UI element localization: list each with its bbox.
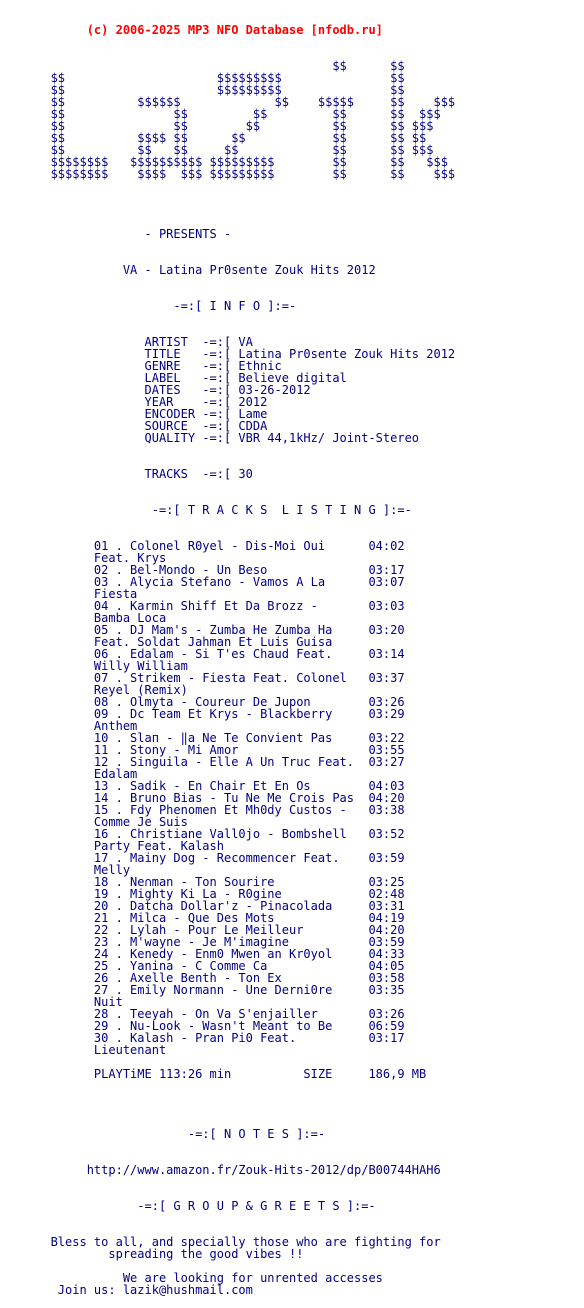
nfo-line: Lieutenant <box>0 1043 167 1057</box>
nfo-line <box>0 516 584 528</box>
nfo-line: 04 . Karmin Shiff Et Da Brozz - 03:03 <box>0 599 405 613</box>
nfo-line: $$ $$ $$ $$ $$ $$$ <box>0 107 441 121</box>
nfo-line: YEAR -=:[ 2012 <box>0 395 268 409</box>
nfo-line: $$ $$$$$$$$$ $$ <box>0 83 405 97</box>
nfo-line: $$ $$ <box>0 59 405 73</box>
nfo-line: $$ $$$$$$$$$ $$ <box>0 71 405 85</box>
nfo-line: 10 . Slaп - ‖a Ne Te Convient Pas 03:22 <box>0 731 405 745</box>
nfo-line: 05 . DJ Mam's - Zumba He Zumba Ha 03:20 <box>0 623 405 637</box>
nfo-line: ENCODER -=:[ Lame <box>0 407 268 421</box>
nfo-line <box>0 312 584 324</box>
nfo-line: LABEL -=:[ Believe digital <box>0 371 347 385</box>
nfo-line: SOURCE -=:[ CDDA <box>0 419 268 433</box>
nfo-line: DATES -=:[ 03-26-2012 <box>0 383 311 397</box>
copyright-header: (c) 2006-2025 MP3 NFO Database [nfodb.ru] <box>0 23 383 37</box>
nfo-line: 26 . Axelle Benth - Ton Ex 03:58 <box>0 971 405 985</box>
nfo-line: 18 . Ne∩man - Ton Sourire 03:25 <box>0 875 405 889</box>
nfo-line: $$$$$$$$ $$$$$$$$$$ $$$$$$$$$ $$ $$ $$$ <box>0 155 448 169</box>
nfo-line: -=:[ T R A C K S L I S T I N G ]:=- <box>0 503 412 517</box>
nfo-line <box>0 240 584 252</box>
nfo-line: $$$$$$$$ $$$$ $$$ $$$$$$$$$ $$ $$ $$$ <box>0 167 456 181</box>
nfo-line: 12 . Singuila - Elle A Un Truc Feat. 03:27 <box>0 755 405 769</box>
nfo-line: 30 . Kalash - Pran Pi0 Feat. 03:17 <box>0 1031 405 1045</box>
nfo-line: $$ $$$$$$ $$ $$$$$ $$ $$$ <box>0 95 456 109</box>
nfo-line: ARTIST -=:[ VA <box>0 335 253 349</box>
nfo-line: VA - Latina Pr0sente Zouk Hits 2012 <box>0 263 376 277</box>
nfo-line: Bless to all, and specially those who are fighting for <box>0 1235 441 1249</box>
nfo-line: 01 . Colonel R0yel - Dis-Moi Oui 04:02 <box>0 539 405 553</box>
nfo-line: 03 . Alycia Stefano - Vamos A La 03:07 <box>0 575 405 589</box>
nfo-line: 02 . Bel-Mondo - Un Beso 03:17 <box>0 563 405 577</box>
nfo-line: 17 . Mainy Dog - Recommencer Feat. 03:59 <box>0 851 405 865</box>
nfo-line: - PRESENTS - <box>0 227 232 241</box>
nfo-line: Comme Je Suis <box>0 815 188 829</box>
nfo-line: PLAYTiME 113:26 min SIZE 186,9 MB <box>0 1067 427 1081</box>
nfo-line: Feat. Krys <box>0 551 167 565</box>
nfo-line: spreading the good vibes !! <box>0 1247 304 1261</box>
nfo-line: 09 . Dc Team Et Krys - Blackberry 03:29 <box>0 707 405 721</box>
nfo-body <box>0 60 584 1296</box>
nfo-line <box>0 180 584 192</box>
nfo-line <box>0 480 584 492</box>
nfo-line: 29 . Nu-Look - Wasn't Meant to Be 06:59 <box>0 1019 405 1033</box>
nfo-line: 08 . Olmyta - Coureur De Jupon 03:26 <box>0 695 405 709</box>
nfo-line: $$ $$ $$ $$ $$ $$ $$$ <box>0 143 434 157</box>
nfo-line: TITLE -=:[ Latina Pr0sente Zouk Hits 2012 <box>0 347 456 361</box>
nfo-line <box>0 1092 584 1104</box>
nfo-line: 28 . Teeyah - On Va S'enjailler 03:26 <box>0 1007 405 1021</box>
nfo-line: Nuit <box>0 995 123 1009</box>
nfo-line: 19 . Mighty Ki La - R0gine 02:48 <box>0 887 405 901</box>
nfo-line: QUALITY -=:[ VBR 44,1kHz/ Joint-Stereo <box>0 431 420 445</box>
nfo-line: 15 . Fdy Phenomen Et Mh0dy Custos - 03:38 <box>0 803 405 817</box>
nfo-line: Reyel (Remix) <box>0 683 188 697</box>
nfo-line: -=:[ I N F O ]:=- <box>0 299 297 313</box>
nfo-line <box>0 204 584 216</box>
nfo-line: -=:[ G R O U P & G R E E T S ]:=- <box>0 1199 376 1213</box>
nfo-line: 14 . Bruno Bias - Tu Ne Me Crois Pas 04:20 <box>0 791 405 805</box>
nfo-line: Party Feat. Kalash <box>0 839 224 853</box>
nfo-line: 07 . Strikem - Fiesta Feat. Colonel 03:37 <box>0 671 405 685</box>
nfo-line: $$ $$ $$ $$ $$ $$$ <box>0 119 434 133</box>
nfo-line: Feat. Soldat Jahman Et Luis Guisa <box>0 635 333 649</box>
nfo-line: 27 . Emily Normann - Une Derni0re 03:35 <box>0 983 405 997</box>
nfo-line: http://www.amazon.fr/Zouk-Hits-2012/dp/B00744HAH6 <box>0 1163 441 1177</box>
nfo-line: Fiesta <box>0 587 138 601</box>
nfo-line: 16 . Christiane Vall0jo - Bombshell 03:52 <box>0 827 405 841</box>
nfo-line: 11 . Stony - Mi Amor 03:55 <box>0 743 405 757</box>
nfo-line: GENRE -=:[ Ethnic <box>0 359 282 373</box>
nfo-line <box>0 1176 584 1188</box>
nfo-line: Edalam <box>0 767 138 781</box>
nfo-line: 13 . Sadik - En Chair Et En Os 04:03 <box>0 779 405 793</box>
nfo-line <box>0 1212 584 1224</box>
nfo-line <box>0 1080 584 1092</box>
nfo-line: Willy William <box>0 659 188 673</box>
nfo-line <box>0 192 584 204</box>
nfo-line: 23 . M'wayne - Je M'imagine 03:59 <box>0 935 405 949</box>
nfo-line: Join us: lazik@hushmail.com <box>0 1283 253 1297</box>
nfo-line: 06 . Edalam - Si T'es Chaud Feat. 03:14 <box>0 647 405 661</box>
nfo-line: 22 . Lylah - Pour Le Meilleur 04:20 <box>0 923 405 937</box>
nfo-line: 20 . Datcha Dollar'z - Pinacolada 03:31 <box>0 899 405 913</box>
nfo-line: 21 . Milca - Que Des Mots 04:19 <box>0 911 405 925</box>
nfo-line: Bamba Loca <box>0 611 167 625</box>
nfo-line: Anthem <box>0 719 138 733</box>
nfo-line <box>0 1140 584 1152</box>
nfo-line: TRACKS -=:[ 30 <box>0 467 253 481</box>
nfo-line: 24 . Kenedy - Enm0 Mwen an Kr0yol 04:33 <box>0 947 405 961</box>
nfo-line: $$ $$$$ $$ $$ $$ $$ $$ <box>0 131 427 145</box>
nfo-line: We are looking for unrented accesses <box>0 1271 383 1285</box>
nfo-line: Melly <box>0 863 131 877</box>
nfo-line <box>0 1104 584 1116</box>
nfo-line: -=:[ N O T E S ]:=- <box>0 1127 326 1141</box>
nfo-line: 25 . Yanina - C Comme Ca 04:05 <box>0 959 405 973</box>
nfo-line <box>0 276 584 288</box>
nfo-line <box>0 444 584 456</box>
